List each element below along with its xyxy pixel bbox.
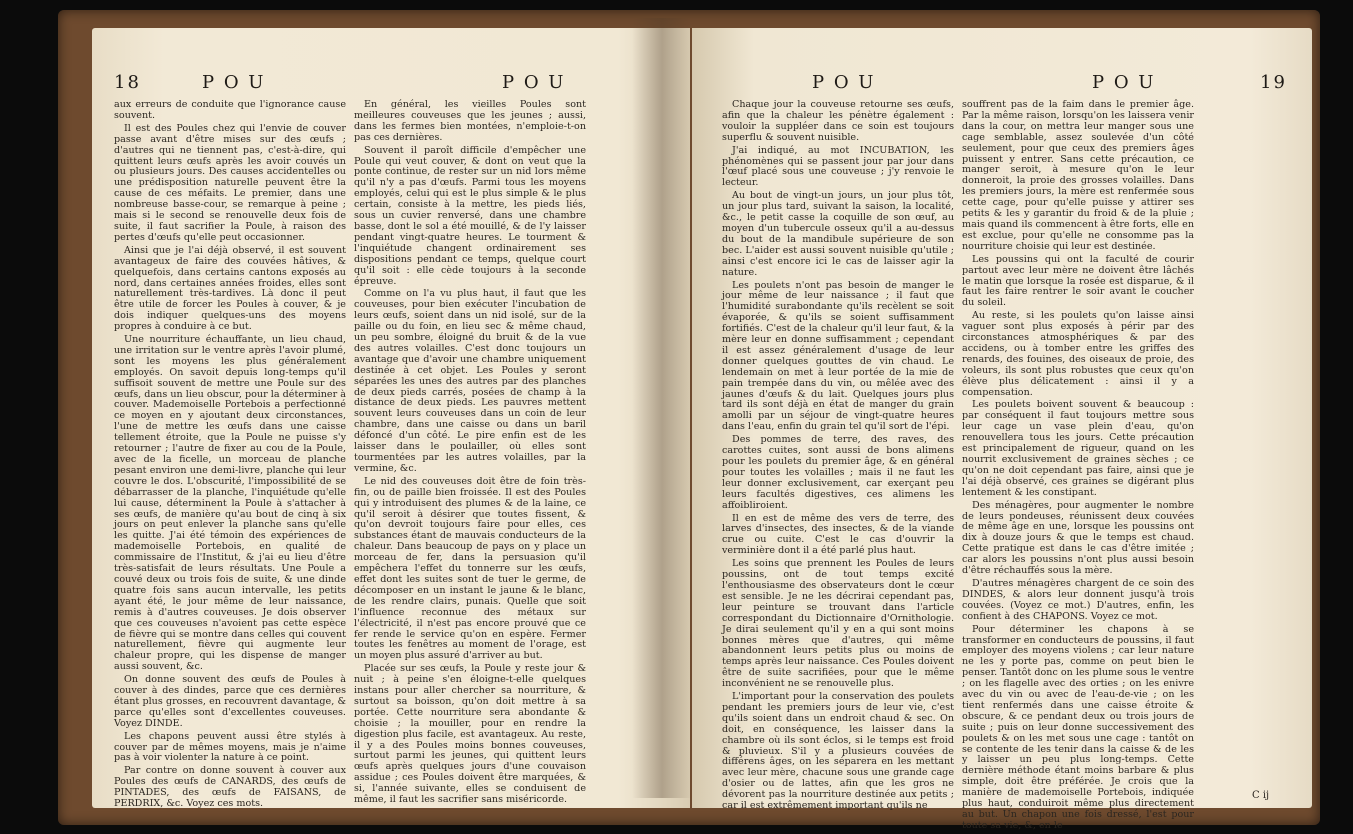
running-head-right-2: P O U xyxy=(1092,72,1156,93)
paragraph: Une nourriture échauffante, un lieu chaud, une irritation sur le ventre après l'avoir plumé, sont les moyens les plus généralement employés. On savoit depuis long-temps qu'il suffisoit souvent de mettre une Poule sur des œufs, dans un lieu obscur, pour la déterminer à couver. Mademoiselle Portebois a perfectionné ce moyen en y ajoutant deux circonstances, l'une de mettre les œufs dans une caisse tellement étroite, que la Poule ne puisse s'y retourner ; l'autre de fixer au cou de la Poule, avec de la ficelle, un morceau de planche pesant environ une demi-livre, planche qui leur couvre le dos. L'obscurité, l'impossibilité de se débarrasser de la planche, l'inquiétude qu'elle lui cause, déterminent la Poule à s'attacher à ses œufs, de manière qu'au bout de cinq à six jours on peut enlever la planche sans qu'elle les quitte. J'ai été témoin des expériences de mademoiselle Portebois, en qualité de commissaire de l'Institut, & j'ai eu lieu d'être très-satisfait de leurs résultats. Une Poule a couvé deux ou trois fois de suite, & une dinde quatre fois sans aucun intervalle, les petits ayant été, le jour même de leur naissance, remis à d'autres couveuses. Je dois observer que ces couveuses n'avoient pas cette espèce de fièvre qui se montre dans celles qui couvent naturellement, fièvre qui augmente leur chaleur propre, qui les dispense de manger aussi souvent, &c. xyxy=(114,334,346,673)
right-column-2 xyxy=(962,99,1194,831)
paragraph: En général, les vieilles Poules sont meilleures couveuses que les jeunes ; aussi, dans les fermes bien montées, n'emploie-t-on pas ces dernières. xyxy=(354,99,586,143)
running-head-right-1: P O U xyxy=(812,72,876,93)
paragraph: Les poulets boivent souvent & beaucoup : par conséquent il faut toujours mettre sous leur cage un vase plein d'eau, qu'on renouvellera tous les jours. Cette précaution est principalement de rigueur, quand on les nourrit exclusivement de graines sèches ; ce qu'on ne doit cependant pas faire, ainsi que je l'ai déjà observé, ces graines se digérant plus lentement & les constipant. xyxy=(962,399,1194,498)
paragraph: Par contre on donne souvent à couver aux Poules des œufs de CANARDS, des œufs de PINTADES, des œufs de FAISANS, de PERDRIX, &c. Voyez ces mots. xyxy=(114,765,346,810)
paragraph: Les poussins qui ont la faculté de courir partout avec leur mère ne doivent être lâchés le matin que lorsque la rosée est disparue, & il faut les faire rentrer le soir avant le coucher du soleil. xyxy=(962,253,1194,309)
paragraph: Au bout de vingt-un jours, un jour plus tôt, un jour plus tard, suivant la saison, la localité, &c., le petit casse la coquille de son œuf, au moyen d'un tubercule osseux qu'il a au-dessus du bout de la mandibule supérieure de son bec. L'aider est aussi souvent nuisible qu'utile ; ainsi c'est encore ici le cas de laisser agir la nature. xyxy=(722,190,954,278)
paragraph: On donne souvent des œufs de Poules à couver à des dindes, parce que ces dernières étant plus grosses, en recouvrent davantage, & parce qu'elles sont d'excellentes couveuses. Voyez DINDE. xyxy=(114,674,346,729)
paragraph: souffrent pas de la faim dans le premier âge. Par la même raison, lorsqu'on les laissera venir dans la cour, on mettra leur manger sous une cage semblable, assez soulevée d'un côté seulement, pour que ceux des premiers âges puissent y entrer. Sans cette précaution, ce manger seroit, à mesure qu'on le leur donneroit, la proie des grosses volailles. Dans les premiers jours, la mère est renfermée sous cette cage, pour qu'elle puisse y attirer ses petits & les y garantir du froid & de la pluie ; mais quand ils commencent à être forts, elle en est exclue, pour qu'elle ne consomme pas la nourriture choisie qui leur est destinée. xyxy=(962,99,1194,252)
paragraph: aux erreurs de conduite que l'ignorance cause souvent. xyxy=(114,99,346,121)
paragraph: L'important pour la conservation des poulets pendant les premiers jours de leur vie, c'est qu'ils soient dans un endroit chaud & sec. On doit, en conséquence, les laisser dans la chambre où ils sont éclos, si le temps est froid & pluvieux. S'il y a plusieurs couvées de différens âges, on les séparera en les mettant avec leur mère, chacune sous une grande cage d'osier ou de lattes, afin que les gros ne dévorent pas la nourriture destinée aux petits ; car il est extrêmement important qu'ils ne xyxy=(722,691,954,812)
paragraph: Des ménagères, pour augmenter le nombre de leurs pondeuses, réunissent deux couvées de même âge en une, lorsque les poussins ont dix à douze jours & que le temps est chaud. Cette pratique est dans le cas d'être imitée ; car alors les poussins n'ont plus aussi besoin d'être réchauffés sous la mère. xyxy=(962,499,1194,577)
page-number-left: 18 xyxy=(114,72,141,93)
paragraph: Ainsi que je l'ai déjà observé, il est souvent avantageux de faire des couvées hâtives, & quelquefois, dans certains cantons exposés au nord, dans certaines années froides, elles sont naturellement très-tardives. Là donc il peut être utile de forcer les Poules à couver, & je dois indiquer quelques-uns des moyens propres à conduire à ce but. xyxy=(114,244,346,333)
left-column-2 xyxy=(354,99,586,806)
paragraph: Placée sur ses œufs, la Poule y reste jour & nuit ; à peine s'en éloigne-t-elle quelques instans pour aller chercher sa nourriture, & surtout sa boisson, qu'on doit mettre à sa portée. Cette nourriture sera abondante & choisie ; la mouiller, pour en rendre la digestion plus facile, est avantageux. Au reste, il y a des Poules moins bonnes couveuses, surtout parmi les jeunes, qui quittent leurs œufs après quelques jours d'une couvaison assidue ; ces Poules doivent être marquées, & si, l'année suivante, elles se conduisent de même, il faut les sacrifier sans miséricorde. xyxy=(354,663,586,806)
paragraph: Des pommes de terre, des raves, des carottes cuites, sont aussi de bons alimens pour les poulets du premier âge, & en général pour toutes les volailles ; mais il ne faut les leur donner exclusivement, car exerçant peu leurs facultés digestives, ces alimens les affoibliroient. xyxy=(722,434,954,511)
paragraph: Chaque jour la couveuse retourne ses œufs, afin que la chaleur les pénètre également : vouloir la suppléer dans ce soin est toujours superflu & souvent nuisible. xyxy=(722,99,954,143)
paragraph: Les soins que prennent les Poules de leurs poussins, ont de tout temps excité l'enthousiasme des observateurs dont le cœur est sensible. Je ne les décrirai cependant pas, leur peinture se trouvant dans l'article correspondant du Dictionnaire d'Ornithologie. Je dirai seulement qu'il y en a qui sont moins bonnes mères que d'autres, qui même abandonnent leurs petits plus ou moins de temps après leur naissance. Ces Poules doivent être de suite sacrifiées, pour que le même inconvénient ne se renouvelle plus. xyxy=(722,558,954,690)
left-page xyxy=(92,28,690,808)
paragraph: Comme on l'a vu plus haut, il faut que les couveuses, pour bien exécuter l'incubation de leurs œufs, soient dans un nid isolé, sur de la paille ou du foin, en lieu sec & même chaud, un peu sombre, éloigné du bruit & de la vue des autres volailles. C'est donc toujours un avantage que d'avoir une chambre uniquement destinée à cet objet. Les Poules y seront séparées les unes des autres par des planches de deux pieds carrés, posées de champ à la distance de deux pieds. Les pauvres mettent souvent leurs couveuses dans un coin de leur chambre, dans une caisse ou dans un baril défoncé d'un côté. Le pire enfin est de les laisser dans le poulailler, où elles sont tourmentées par les autres volailles, par la vermine, &c. xyxy=(354,288,586,474)
page-number-right: 19 xyxy=(1260,72,1287,93)
right-column-1 xyxy=(722,99,954,812)
paragraph: D'autres ménagères chargent de ce soin des DINDES, & alors leur donnent jusqu'à trois couvées. (Voyez ce mot.) D'autres, enfin, les confient à des CHAPONS. Voyez ce mot. xyxy=(962,577,1194,622)
signature-mark: C ij xyxy=(1252,790,1270,801)
paragraph: Il est des Poules chez qui l'envie de couver passe avant d'être mises sur des œufs ; d'autres qui ne tiennent pas, c'est-à-dire, qui quittent leurs œufs après les avoir couvés un ou plusieurs jours. Des causes accidentelles ou une prédisposition naturelle peuvent être la cause de ces méfaits. Le premier, dans une nombreuse basse-cour, se remarque à peine ; mais si le second se renouvelle deux fois de suite, il faut sacrifier la Poule, à raison des pertes d'œufs qu'elle peut occasionner. xyxy=(114,122,346,243)
paragraph: Les chapons peuvent aussi être stylés à couver par de mêmes moyens, mais je n'aime pas à voir violenter la nature à ce point. xyxy=(114,730,346,764)
paragraph: Pour déterminer les chapons à se transformer en conducteurs de poussins, il faut employer des moyens violens ; car leur nature ne les y porte pas, comme on peut bien le penser. Tantôt donc on les plume sous le ventre ; on les flagelle avec des orties ; on les enivre avec du vin ou avec de l'eau-de-vie ; on les tient renfermés dans une caisse étroite & obscure, & ce pendant deux ou trois jours de suite ; puis on leur donne successivement des poulets & on les met sous une cage : tantôt on se contente de les tenir dans la caisse & de les y laisser un peu plus long-temps. Cette dernière méthode étant moins barbare & plus simple, doit être préférée. Je crois que la manière de mademoiselle Portebois, indiquée plus haut, conduiroit même plus directement au but. Un chapon une fois dressé, l'est pour toute sa vie, &, en le xyxy=(962,623,1194,831)
running-head-left-2: P O U xyxy=(502,72,566,93)
left-column-1 xyxy=(114,99,346,810)
paragraph: Le nid des couveuses doit être de foin très-fin, ou de paille bien froissée. Il est des Poules qui y introduisent des plumes & de la laine, ce qu'il seroit à désirer que toutes fissent, & qu'on devroit toujours faire pour elles, ces substances étant de mauvais conducteurs de la chaleur. Dans beaucoup de pays on y place un morceau de fer, dans la persuasion qu'il empêchera l'effet du tonnerre sur les œufs, effet dont les suites sont de tuer le germe, de décomposer en un instant le jaune & le blanc, de les rendre clairs, punais. Quelle que soit l'influence reconnue des métaux sur l'électricité, il n'est pas encore prouvé que ce fer rende le service qu'on en espère. Fermer toutes les fenêtres au moment de l'orage, est un moyen plus assuré d'arriver au but. xyxy=(354,475,586,662)
paragraph: Au reste, si les poulets qu'on laisse ainsi vaguer sont plus exposés à périr par des circonstances atmosphériques & par des accidens, ou à tomber entre les griffes des renards, des fouines, des oiseaux de proie, des voleurs, ils sont plus robustes que ceux qu'on élève plus délicatement : ainsi il y a compensation. xyxy=(962,310,1194,398)
paragraph: Souvent il paroît difficile d'empêcher une Poule qui veut couver, & dont on veut que la ponte continue, de rester sur un nid lors même qu'il n'y a pas d'œufs. Parmi tous les moyens employés, celui qui est le plus simple & le plus certain, consiste à la mettre, les pieds liés, sous un cuvier renversé, dans une chambre basse, dont le sol a été mouillé, & de l'y laisser pendant vingt-quatre heures. Le tourment & l'inquiétude changent ordinairement ses dispositions pendant ce temps, quelque court qu'il soit : elle cède toujours à la seconde épreuve. xyxy=(354,144,586,287)
running-head-left-1: P O U xyxy=(202,72,266,93)
paragraph: Il en est de même des vers de terre, des larves d'insectes, des insectes, & de la viande crue ou cuite. C'est le cas d'ouvrir la verminière dont il a été parlé plus haut. xyxy=(722,512,954,557)
paragraph: J'ai indiqué, au mot INCUBATION, les phénomènes qui se passent jour par jour dans l'œuf placé sous une couveuse ; j'y renvoie le lecteur. xyxy=(722,144,954,189)
paragraph: Les poulets n'ont pas besoin de manger le jour même de leur naissance ; il faut que l'humidité surabondante qu'ils recèlent se soit évaporée, & qu'ils se soient suffisamment fortifiés. C'est de la chaleur qu'il leur faut, & la mère leur en donne suffisamment ; cependant il est assez généralement d'usage de leur donner quelques gouttes de vin chaud. Le lendemain on met à leur portée de la mie de pain trempée dans du vin, ou mêlée avec des jaunes d'œufs & du lait. Quelques jours plus tard ils sont déjà en état de manger du grain amolli par un séjour de vingt-quatre heures dans l'eau, enfin du grain tel qu'il sort de l'épi. xyxy=(722,279,954,433)
right-page xyxy=(692,28,1312,831)
